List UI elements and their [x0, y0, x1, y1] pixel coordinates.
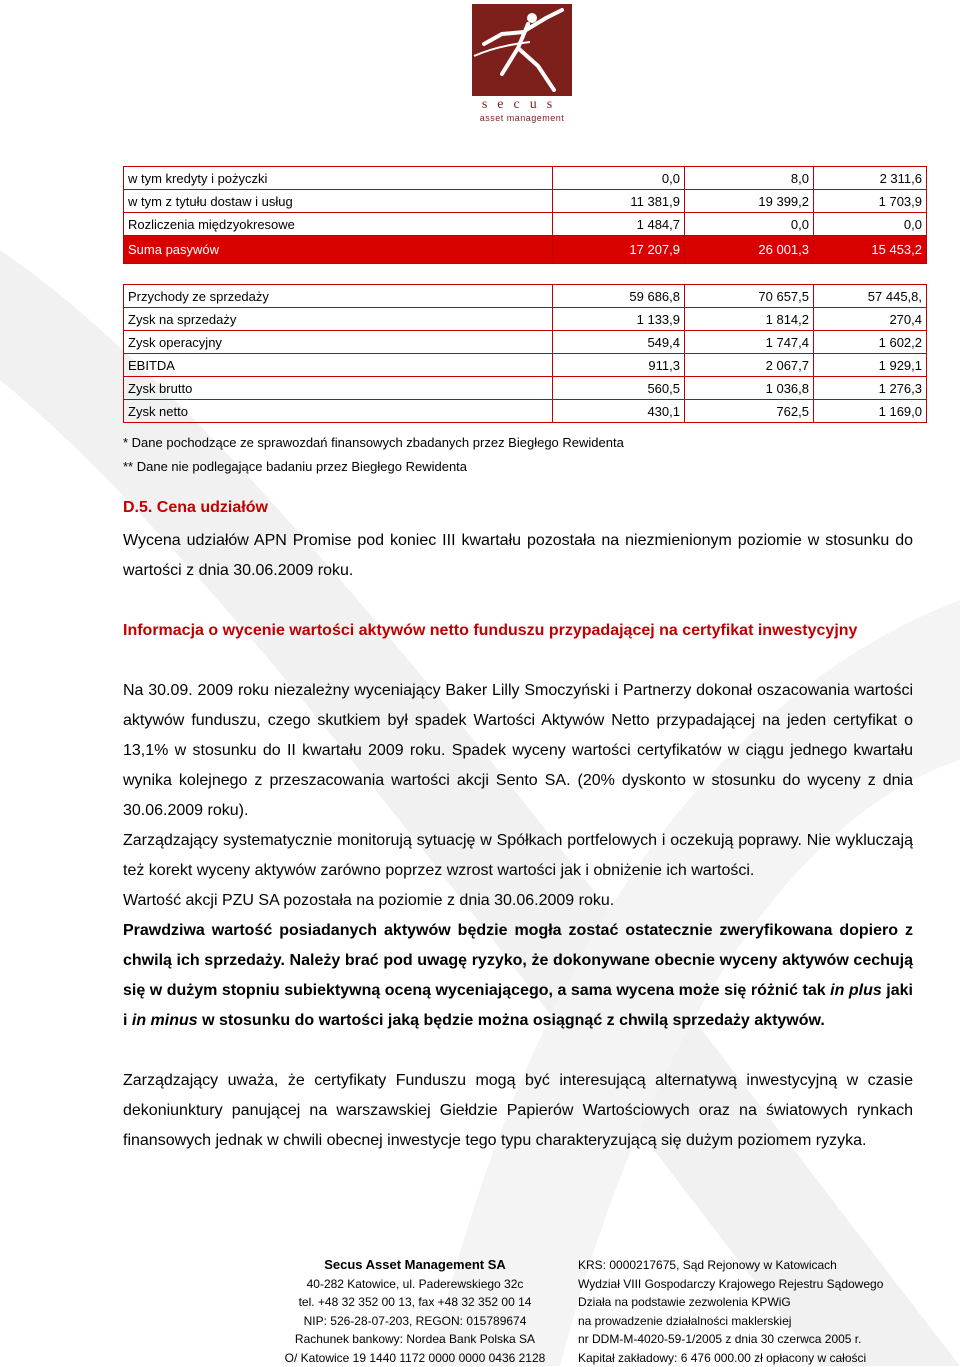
row-value-1: 430,1: [553, 400, 685, 423]
row-value-2: 1 036,8: [685, 377, 814, 400]
footer-address: 40-282 Katowice, ul. Paderewskiego 32c: [270, 1275, 560, 1294]
risk-text-1: Prawdziwa wartość posiadanych aktywów będzie mogła zostać ostatecznie zweryfikowana dopiero z chwilą ich sprzedaży. Należy brać pod uwagę ryzyko, że dokonywane obecnie wyceny aktywów cechują się w dużym stopniu subiektywną oceną wyceniającego, a sama wycena może się różnić tak: [123, 922, 913, 999]
table-row: [124, 308, 927, 331]
risk-italic-plus: in plus: [830, 982, 882, 999]
footnote-audited: * Dane pochodzące ze sprawozdań finansowych zbadanych przez Biegłego Rewidenta: [123, 431, 624, 455]
footer-bank: Rachunek bankowy: Nordea Bank Polska SA: [270, 1330, 560, 1349]
row-label: Zysk netto: [124, 400, 553, 423]
company-logo: [472, 4, 572, 124]
footer-court-division: Wydział VIII Gospodarczy Krajowego Rejestru Sądowego: [578, 1275, 898, 1294]
table-row: [124, 285, 927, 308]
row-value-3: 1 929,1: [814, 354, 927, 377]
heading-text: Informacja o wycenie wartości aktywów netto funduszu przypadającej na certyfikat inwestycyjny: [123, 622, 857, 639]
row-label: w tym kredyty i pożyczki: [124, 167, 553, 190]
row-label: Przychody ze sprzedaży: [124, 285, 553, 308]
table-row: [124, 331, 927, 354]
row-value-3: 1 703,9: [814, 190, 927, 213]
footer-company-name: Secus Asset Management SA: [270, 1256, 560, 1275]
footer-registry-info: [578, 1256, 898, 1367]
row-label: Zysk brutto: [124, 377, 553, 400]
row-label: w tym z tytułu dostaw i usług: [124, 190, 553, 213]
logo-subtitle: asset management: [472, 113, 572, 123]
risk-text-3: w stosunku do wartości jaką będzie można osiągnąć z chwilą sprzedaży aktywów.: [198, 1012, 825, 1029]
dancer-figure-icon: [472, 4, 572, 96]
risk-italic-minus: in minus: [132, 1012, 198, 1029]
row-value-1: 911,3: [553, 354, 685, 377]
row-label: Zysk operacyjny: [124, 331, 553, 354]
footer-company-info: [270, 1256, 560, 1367]
row-value-1: 1 133,9: [553, 308, 685, 331]
table-row: [124, 213, 927, 236]
footer-license: Działa na podstawie zezwolenia KPWiG: [578, 1293, 898, 1312]
row-value-3: 270,4: [814, 308, 927, 331]
paragraph-risk-warning: [123, 916, 913, 1036]
spacer-cell: [124, 264, 927, 285]
section-title: D.5. Cena udziałów: [123, 499, 268, 517]
row-label: Rozliczenia międzyokresowe: [124, 213, 553, 236]
row-value-2: 19 399,2: [685, 190, 814, 213]
table-row: [124, 400, 927, 423]
row-value-2: 1 747,4: [685, 331, 814, 354]
logo-wordmark: secus: [472, 97, 572, 113]
row-value-3: 2 311,6: [814, 167, 927, 190]
table-row: [124, 354, 927, 377]
table-row-total: [124, 236, 927, 264]
row-value-2: 762,5: [685, 400, 814, 423]
footer-tax-ids: NIP: 526-28-07-203, REGON: 015789674: [270, 1312, 560, 1331]
row-value-1: 1 484,7: [553, 213, 685, 236]
paragraph-investment-alternative: Zarządzający uważa, że certyfikaty Funduszu mogą być interesującą alternatywą inwestycyjną w czasie dekoniunktury panującej na warszawskiej Giełdzie Papierów Wartościowych oraz na światowych rynkach finansowych jednak w chwili obecnej inwestycje tego typu charakteryzującą się dużym poziomem ryzyka.: [123, 1066, 913, 1156]
row-value-2: 70 657,5: [685, 285, 814, 308]
row-value-1: 549,4: [553, 331, 685, 354]
row-value-3: 15 453,2: [814, 236, 927, 264]
table-footnotes: [123, 431, 624, 479]
row-value-1: 17 207,9: [553, 236, 685, 264]
footer-license-number: nr DDM-M-4020-59-1/2005 z dnia 30 czerwca 2005 r.: [578, 1330, 898, 1349]
financial-table: [123, 166, 927, 423]
row-value-2: 26 001,3: [685, 236, 814, 264]
row-value-1: 560,5: [553, 377, 685, 400]
row-value-2: 8,0: [685, 167, 814, 190]
footer-phone: tel. +48 32 352 00 13, fax +48 32 352 00 14: [270, 1293, 560, 1312]
paragraph-share-valuation: Wycena udziałów APN Promise pod koniec III kwartału pozostała na niezmienionym poziomie w stosunku do wartości z dnia 30.06.2009 roku.: [123, 526, 913, 586]
row-label: Zysk na sprzedaży: [124, 308, 553, 331]
row-value-1: 11 381,9: [553, 190, 685, 213]
paragraph-monitoring: Zarządzający systematycznie monitorują sytuację w Spółkach portfelowych i oczekują poprawy. Nie wykluczają też korekt wyceny aktywów zarówno poprzez wzrost wartości jak i obniżenie ich wartości.: [123, 826, 913, 886]
footer-account: O/ Katowice 19 1440 1172 0000 0000 0436 2128: [270, 1349, 560, 1367]
table-row: [124, 167, 927, 190]
risk-text-2: jaki i: [123, 982, 913, 1029]
row-value-2: 0,0: [685, 213, 814, 236]
footer-capital: Kapitał zakładowy: 6 476 000.00 zł opłacony w całości: [578, 1349, 898, 1367]
row-value-3: 1 602,2: [814, 331, 927, 354]
row-value-3: 57 445,8,: [814, 285, 927, 308]
row-value-2: 1 814,2: [685, 308, 814, 331]
row-label: EBITDA: [124, 354, 553, 377]
section-heading: [123, 616, 913, 646]
row-value-3: 0,0: [814, 213, 927, 236]
logo-emblem: [472, 4, 572, 96]
row-label: Suma pasywów: [124, 236, 553, 264]
paragraph-valuation-details: Na 30.09. 2009 roku niezależny wyceniający Baker Lilly Smoczyński i Partnerzy dokonał oszacowania wartości aktywów funduszu, czego skutkiem był spadek Wartości Aktywów Netto przypadającej na jeden certyfikat o 13,1% w stosunku do II kwartału 2009 roku. Spadek wyceny wartości certyfikatów w ciągu jednego kwartału wynika kolejnego z przeszacowania wartości akcji Sento SA. (20% dyskonto w stosunku do wyceny z dnia 30.06.2009 roku).: [123, 676, 913, 826]
footnote-unaudited: ** Dane nie podlegające badaniu przez Biegłego Rewidenta: [123, 455, 624, 479]
row-value-1: 59 686,8: [553, 285, 685, 308]
row-value-3: 1 276,3: [814, 377, 927, 400]
footer-license-scope: na prowadzenie działalności maklerskiej: [578, 1312, 898, 1331]
row-value-1: 0,0: [553, 167, 685, 190]
table-spacer-row: [124, 264, 927, 285]
paragraph-pzu: Wartość akcji PZU SA pozostała na poziomie z dnia 30.06.2009 roku.: [123, 886, 913, 916]
footer-krs: KRS: 0000217675, Sąd Rejonowy w Katowicach: [578, 1256, 898, 1275]
row-value-3: 1 169,0: [814, 400, 927, 423]
table-row: [124, 190, 927, 213]
row-value-2: 2 067,7: [685, 354, 814, 377]
table-row: [124, 377, 927, 400]
